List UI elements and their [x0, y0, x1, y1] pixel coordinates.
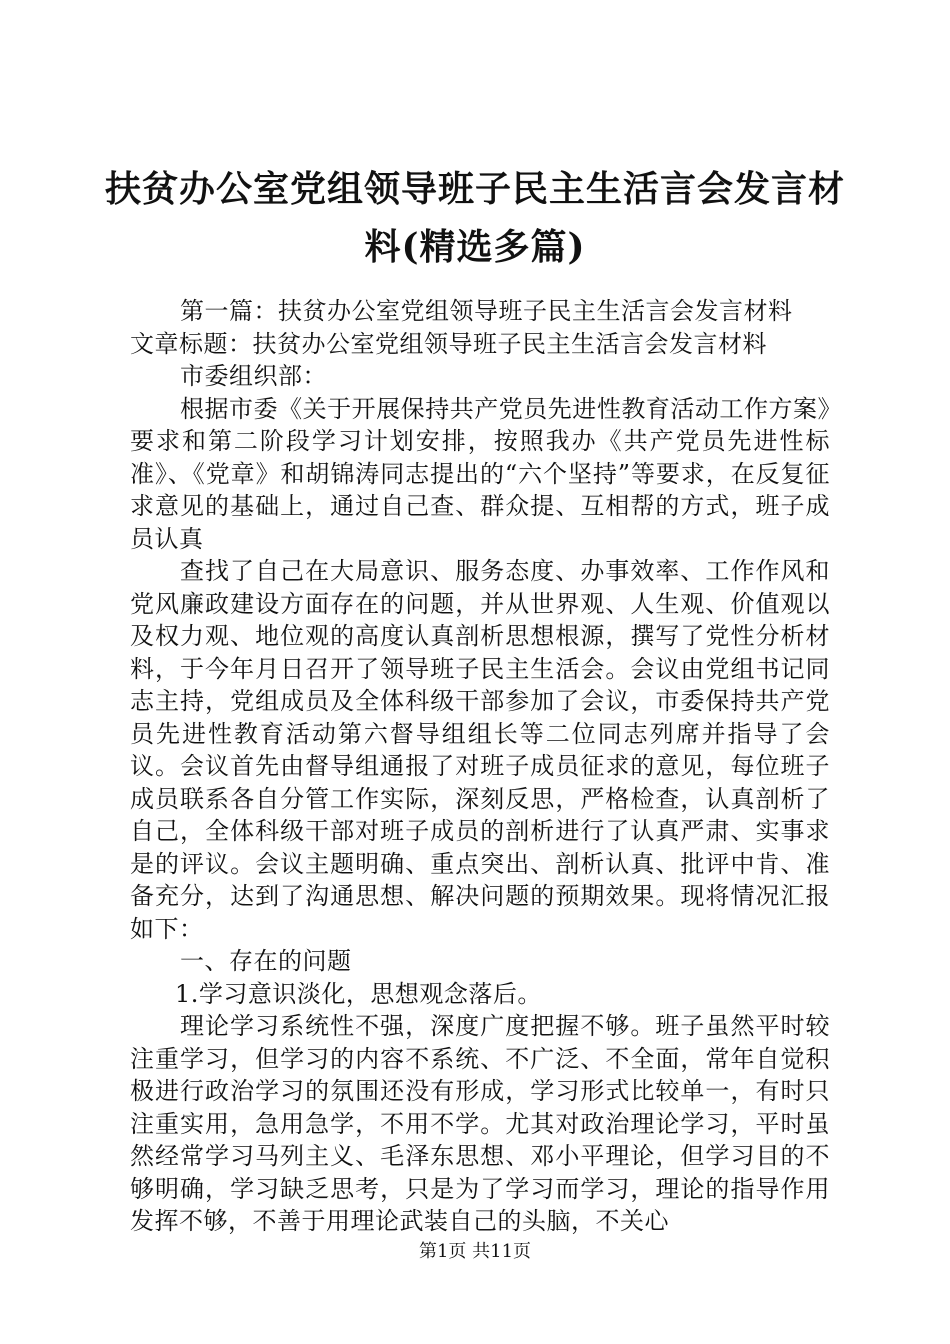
- page-footer: 第1页 共11页: [418, 1241, 532, 1262]
- paragraph-heading-problems: 一、存在的问题: [180, 947, 352, 975]
- paragraph-intro: 根据市委《关于开展保持共产党员先进性教育活动工作方案》要求和第二阶段学习计划安排，按照我办《共产党员先进性标准》、《党章》和胡锦涛同志提出的“六个坚持”等要求，在反复征求意见的基础上，通过自己查、群众提、互相帮的方式，班子成员认真: [130, 394, 830, 553]
- title-line-1: 扶贫办公室党组领导班子民主生活言会发言材: [104, 168, 845, 210]
- paragraph-subheading-1: 1.学习意识淡化，思想观念落后。: [175, 979, 542, 1008]
- title-line-2: 料(精选多篇): [364, 226, 586, 268]
- document-body: [130, 295, 830, 1238]
- document-title: [100, 160, 850, 276]
- paragraph-article-title: 文章标题：扶贫办公室党组领导班子民主生活言会发言材料: [130, 329, 767, 358]
- paragraph-meeting-summary: 查找了自己在大局意识、服务态度、办事效率、工作作风和党风廉政建设方面存在的问题，并从世界观、人生观、价值观以及权力观、地位观的高度认真剖析思想根源，撰写了党性分析材料，于今年月日召开了领导班子民主生活会。会议由党组书记同志主持，党组成员及全体科级干部参加了会议，市委保持共产党员先进性教育活动第六督导组组长等二位同志列席并指导了会议。会议首先由督导组通报了对班子成员征求的意见，每位班子成员联系各自分管工作实际，深刻反思，严格检查，认真剖析了自己，全体科级干部对班子成员的剖析进行了认真严肃、实事求是的评议。会议主题明确、重点突出、剖析认真、批评中肯、准备充分，达到了沟通思想、解决问题的预期效果。现将情况汇报如下：: [130, 557, 830, 943]
- paragraph-study-issues: 理论学习系统性不强，深度广度把握不够。班子虽然平时较注重学习，但学习的内容不系统、不广泛、不全面，常年自觉积极进行政治学习的氛围还没有形成，学习形式比较单一，有时只注重实用，急用急学，不用不学。尤其对政治理论学习，平时虽然经常学习马列主义、毛泽东思想、邓小平理论，但学习目的不够明确，学习缺乏思考，只是为了学习而学习，理论的指导作用发挥不够，不善于用理论武装自己的头脑，不关心: [130, 1012, 830, 1235]
- paragraph-section-heading: 第一篇：扶贫办公室党组领导班子民主生活言会发言材料: [180, 297, 793, 325]
- paragraph-addressee: 市委组织部：: [180, 362, 327, 390]
